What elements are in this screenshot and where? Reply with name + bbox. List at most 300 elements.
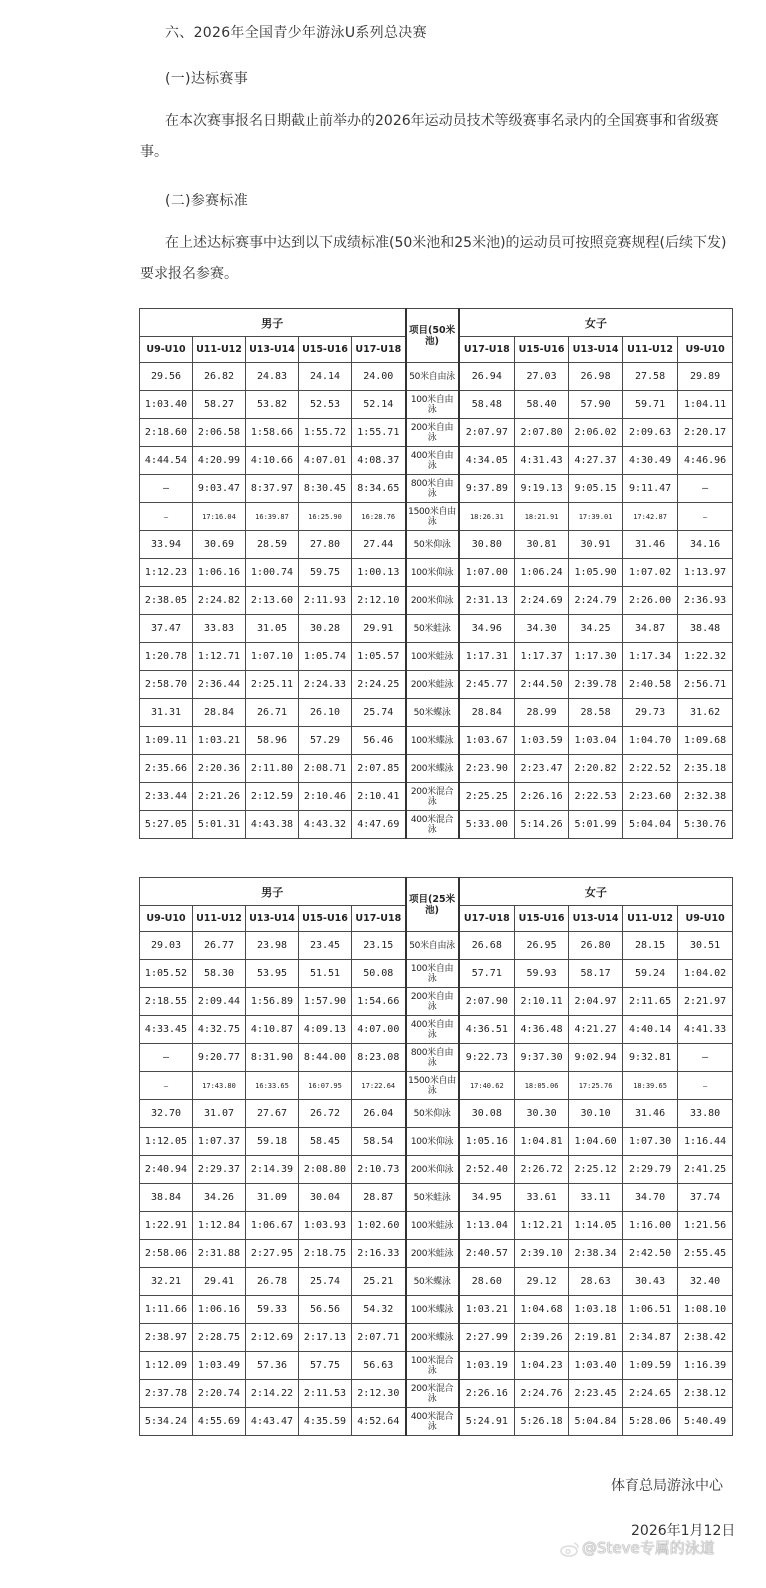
male-age-header: U11-U12 <box>193 906 246 932</box>
female-time-cell: 9:02.94 <box>569 1044 623 1072</box>
event-name-cell: 50米自由泳 <box>406 932 459 960</box>
event-name-cell: 50米蝶泳 <box>406 1268 459 1296</box>
female-time-cell: 4:30.49 <box>623 447 678 475</box>
female-time-cell: 4:40.14 <box>623 1016 678 1044</box>
female-time-cell: 9:11.47 <box>623 475 678 503</box>
event-name-cell: 100米蛙泳 <box>406 1212 459 1240</box>
male-time-cell: 1:07.37 <box>193 1128 246 1156</box>
female-time-cell: 33.61 <box>515 1184 569 1212</box>
male-time-cell: 1:12.09 <box>140 1352 193 1380</box>
event-name-cell: 100米仰泳 <box>406 1128 459 1156</box>
event-name-cell: 100米蝶泳 <box>406 1296 459 1324</box>
female-time-cell: 1:17.34 <box>623 643 678 671</box>
table-row <box>140 671 733 699</box>
male-time-cell: 2:31.88 <box>193 1240 246 1268</box>
female-time-cell: 28.15 <box>623 932 678 960</box>
male-time-cell: — <box>140 1044 193 1072</box>
female-time-cell: 1:06.24 <box>515 559 569 587</box>
female-age-header: U17-U18 <box>459 337 515 363</box>
female-time-cell: 1:04.02 <box>678 960 733 988</box>
female-time-cell: 59.24 <box>623 960 678 988</box>
male-time-cell: 26.77 <box>193 932 246 960</box>
male-time-cell: 1:57.90 <box>299 988 352 1016</box>
male-time-cell: 26.78 <box>246 1268 299 1296</box>
male-age-header: U15-U16 <box>299 906 352 932</box>
female-time-cell: 1:04.68 <box>515 1296 569 1324</box>
female-time-cell: 33.11 <box>569 1184 623 1212</box>
table-row <box>140 1016 733 1044</box>
table-row <box>140 727 733 755</box>
male-time-cell: 56.63 <box>352 1352 406 1380</box>
female-time-cell: 9:19.13 <box>515 475 569 503</box>
female-time-cell: 1:07.00 <box>459 559 515 587</box>
table-row <box>140 587 733 615</box>
table-row <box>140 1240 733 1268</box>
female-time-cell: 1:12.21 <box>515 1212 569 1240</box>
female-time-cell: 34.30 <box>515 615 569 643</box>
male-time-cell: 2:18.75 <box>299 1240 352 1268</box>
female-age-header: U11-U12 <box>623 906 678 932</box>
male-time-cell: 2:38.05 <box>140 587 193 615</box>
male-time-cell: 1:12.84 <box>193 1212 246 1240</box>
female-time-cell: 2:26.16 <box>459 1380 515 1408</box>
male-time-cell: 2:10.46 <box>299 783 352 811</box>
female-time-cell: 1:16.39 <box>678 1352 733 1380</box>
male-time-cell: 4:43.32 <box>299 811 352 839</box>
event-column-header: 项目(50米池) <box>406 309 459 363</box>
male-time-cell: 23.98 <box>246 932 299 960</box>
female-time-cell: 1:09.68 <box>678 727 733 755</box>
female-age-header: U15-U16 <box>515 337 569 363</box>
table-row <box>140 1044 733 1072</box>
female-time-cell: 1:17.30 <box>569 643 623 671</box>
event-name-cell: 100米混合泳 <box>406 1352 459 1380</box>
male-time-cell: 57.75 <box>299 1352 352 1380</box>
male-time-cell: 26.82 <box>193 363 246 391</box>
male-time-cell: 2:20.74 <box>193 1380 246 1408</box>
male-time-cell: 52.53 <box>299 391 352 419</box>
male-age-header: U13-U14 <box>246 906 299 932</box>
female-time-cell: 2:32.38 <box>678 783 733 811</box>
male-time-cell: 4:43.38 <box>246 811 299 839</box>
female-time-cell: 28.60 <box>459 1268 515 1296</box>
male-time-cell: 2:18.60 <box>140 419 193 447</box>
sub1-text: 在本次赛事报名日期截止前举办的2026年运动员技术等级赛事名录内的全国赛事和省级赛事。 <box>140 113 719 160</box>
male-time-cell: 2:20.36 <box>193 755 246 783</box>
female-time-cell: 9:37.89 <box>459 475 515 503</box>
group-header-row <box>140 309 733 337</box>
female-time-cell: 2:25.12 <box>569 1156 623 1184</box>
female-time-cell: 28.99 <box>515 699 569 727</box>
female-time-cell: 2:39.26 <box>515 1324 569 1352</box>
female-time-cell: 59.93 <box>515 960 569 988</box>
male-time-cell: 2:35.66 <box>140 755 193 783</box>
female-time-cell: 1:03.21 <box>459 1296 515 1324</box>
table-row <box>140 1324 733 1352</box>
male-time-cell: 31.07 <box>193 1100 246 1128</box>
male-time-cell: 2:37.78 <box>140 1380 193 1408</box>
male-time-cell: 16:39.87 <box>246 503 299 531</box>
male-time-cell: — <box>140 475 193 503</box>
male-time-cell: 2:17.13 <box>299 1324 352 1352</box>
female-time-cell: 2:56.71 <box>678 671 733 699</box>
female-time-cell: 2:36.93 <box>678 587 733 615</box>
female-time-cell: 18:05.06 <box>515 1072 569 1100</box>
table-row <box>140 811 733 839</box>
male-time-cell: 52.14 <box>352 391 406 419</box>
male-time-cell: 1:12.05 <box>140 1128 193 1156</box>
event-name-cell: 50米蛙泳 <box>406 615 459 643</box>
male-time-cell: 1:06.67 <box>246 1212 299 1240</box>
male-time-cell: 50.08 <box>352 960 406 988</box>
male-time-cell: 34.26 <box>193 1184 246 1212</box>
table-row <box>140 783 733 811</box>
female-time-cell: 4:34.05 <box>459 447 515 475</box>
male-time-cell: 4:52.64 <box>352 1408 406 1436</box>
table-row <box>140 1268 733 1296</box>
male-group-header: 男子 <box>140 309 406 337</box>
female-time-cell: 2:38.42 <box>678 1324 733 1352</box>
event-name-cell: 100米蛙泳 <box>406 643 459 671</box>
female-time-cell: 1:13.97 <box>678 559 733 587</box>
male-time-cell: 1:06.16 <box>193 1296 246 1324</box>
male-time-cell: 2:09.44 <box>193 988 246 1016</box>
female-time-cell: 26.68 <box>459 932 515 960</box>
male-time-cell: 57.36 <box>246 1352 299 1380</box>
male-time-cell: 4:43.47 <box>246 1408 299 1436</box>
male-time-cell: 32.21 <box>140 1268 193 1296</box>
female-time-cell: 26.94 <box>459 363 515 391</box>
female-time-cell: 32.40 <box>678 1268 733 1296</box>
female-time-cell: 2:29.79 <box>623 1156 678 1184</box>
table-row <box>140 1128 733 1156</box>
female-time-cell: 2:26.00 <box>623 587 678 615</box>
female-time-cell: 1:16.00 <box>623 1212 678 1240</box>
female-time-cell: — <box>678 1044 733 1072</box>
male-time-cell: — <box>140 503 193 531</box>
female-group-header: 女子 <box>459 878 733 906</box>
male-time-cell: 4:10.66 <box>246 447 299 475</box>
male-time-cell: 16:25.90 <box>299 503 352 531</box>
table-row <box>140 363 733 391</box>
female-time-cell: 2:04.97 <box>569 988 623 1016</box>
male-time-cell: 2:13.60 <box>246 587 299 615</box>
male-time-cell: 8:30.45 <box>299 475 352 503</box>
table-row <box>140 391 733 419</box>
male-age-header: U11-U12 <box>193 337 246 363</box>
table-row <box>140 932 733 960</box>
male-time-cell: 2:18.55 <box>140 988 193 1016</box>
table-row <box>140 615 733 643</box>
female-time-cell: 2:38.12 <box>678 1380 733 1408</box>
female-time-cell: 9:22.73 <box>459 1044 515 1072</box>
female-time-cell: 1:03.40 <box>569 1352 623 1380</box>
table-row <box>140 1212 733 1240</box>
female-time-cell: 1:04.23 <box>515 1352 569 1380</box>
table-row <box>140 1380 733 1408</box>
female-time-cell: 2:26.16 <box>515 783 569 811</box>
male-time-cell: 1:03.49 <box>193 1352 246 1380</box>
event-name-cell: 400米混合泳 <box>406 1408 459 1436</box>
male-time-cell: 26.72 <box>299 1100 352 1128</box>
female-time-cell: 30.08 <box>459 1100 515 1128</box>
female-time-cell: 1:22.32 <box>678 643 733 671</box>
male-time-cell: — <box>140 1072 193 1100</box>
female-time-cell: 28.84 <box>459 699 515 727</box>
male-time-cell: 1:07.10 <box>246 643 299 671</box>
male-time-cell: 1:11.66 <box>140 1296 193 1324</box>
male-time-cell: 8:34.65 <box>352 475 406 503</box>
table-row <box>140 1352 733 1380</box>
female-time-cell: 17:40.62 <box>459 1072 515 1100</box>
female-age-header: U13-U14 <box>569 906 623 932</box>
female-time-cell: 2:24.65 <box>623 1380 678 1408</box>
female-age-header: U17-U18 <box>459 906 515 932</box>
male-time-cell: 4:20.99 <box>193 447 246 475</box>
weibo-icon <box>560 1541 580 1557</box>
female-time-cell: 17:42.87 <box>623 503 678 531</box>
male-time-cell: 57.29 <box>299 727 352 755</box>
female-time-cell: 4:21.27 <box>569 1016 623 1044</box>
male-time-cell: 16:33.65 <box>246 1072 299 1100</box>
female-time-cell: 1:07.02 <box>623 559 678 587</box>
female-time-cell: 2:26.72 <box>515 1156 569 1184</box>
female-time-cell: 4:41.33 <box>678 1016 733 1044</box>
female-time-cell: 5:24.91 <box>459 1408 515 1436</box>
male-time-cell: 5:34.24 <box>140 1408 193 1436</box>
female-time-cell: 30.91 <box>569 531 623 559</box>
male-time-cell: 1:00.74 <box>246 559 299 587</box>
female-time-cell: 1:08.10 <box>678 1296 733 1324</box>
male-time-cell: 2:08.71 <box>299 755 352 783</box>
female-time-cell: 2:45.77 <box>459 671 515 699</box>
male-time-cell: 16:28.76 <box>352 503 406 531</box>
female-time-cell: 17:39.01 <box>569 503 623 531</box>
male-time-cell: 1:06.16 <box>193 559 246 587</box>
table-row <box>140 503 733 531</box>
table-row <box>140 699 733 727</box>
male-time-cell: 2:25.11 <box>246 671 299 699</box>
male-time-cell: 9:03.47 <box>193 475 246 503</box>
male-time-cell: 30.69 <box>193 531 246 559</box>
event-column-header: 项目(25米池) <box>406 878 459 932</box>
event-name-cell: 1500米自由泳 <box>406 1072 459 1100</box>
female-time-cell: — <box>678 503 733 531</box>
male-time-cell: 58.45 <box>299 1128 352 1156</box>
male-time-cell: 29.56 <box>140 363 193 391</box>
female-time-cell: 58.40 <box>515 391 569 419</box>
female-time-cell: 2:07.90 <box>459 988 515 1016</box>
female-time-cell: 17:25.76 <box>569 1072 623 1100</box>
female-group-header: 女子 <box>459 309 733 337</box>
male-time-cell: 28.59 <box>246 531 299 559</box>
footer-org: 体育总局游泳中心 <box>611 1478 723 1494</box>
female-time-cell: 5:33.00 <box>459 811 515 839</box>
table-row <box>140 447 733 475</box>
male-time-cell: 2:29.37 <box>193 1156 246 1184</box>
female-time-cell: 1:17.31 <box>459 643 515 671</box>
male-time-cell: 5:01.31 <box>193 811 246 839</box>
female-time-cell: 1:04.81 <box>515 1128 569 1156</box>
male-time-cell: 1:00.13 <box>352 559 406 587</box>
event-name-cell: 50米蝶泳 <box>406 699 459 727</box>
table-row <box>140 475 733 503</box>
male-time-cell: 2:24.25 <box>352 671 406 699</box>
male-time-cell: 59.18 <box>246 1128 299 1156</box>
female-time-cell: 2:52.40 <box>459 1156 515 1184</box>
event-name-cell: 400米自由泳 <box>406 447 459 475</box>
female-time-cell: 2:39.10 <box>515 1240 569 1268</box>
male-age-header: U9-U10 <box>140 906 193 932</box>
female-time-cell: 34.87 <box>623 615 678 643</box>
female-time-cell: 30.80 <box>459 531 515 559</box>
male-time-cell: 29.41 <box>193 1268 246 1296</box>
female-time-cell: 1:05.90 <box>569 559 623 587</box>
female-time-cell: 9:05.15 <box>569 475 623 503</box>
table-row <box>140 1072 733 1100</box>
female-time-cell: 28.63 <box>569 1268 623 1296</box>
male-time-cell: 2:58.70 <box>140 671 193 699</box>
female-time-cell: 58.17 <box>569 960 623 988</box>
female-time-cell: 28.58 <box>569 699 623 727</box>
male-age-header: U13-U14 <box>246 337 299 363</box>
male-time-cell: 2:24.82 <box>193 587 246 615</box>
event-name-cell: 1500米自由泳 <box>406 503 459 531</box>
male-age-header: U17-U18 <box>352 906 406 932</box>
male-time-cell: 8:23.08 <box>352 1044 406 1072</box>
female-time-cell: 57.71 <box>459 960 515 988</box>
male-time-cell: 2:58.06 <box>140 1240 193 1268</box>
male-time-cell: 2:36.44 <box>193 671 246 699</box>
female-time-cell: 30.10 <box>569 1100 623 1128</box>
female-time-cell: 27.58 <box>623 363 678 391</box>
male-time-cell: 31.05 <box>246 615 299 643</box>
male-time-cell: 27.67 <box>246 1100 299 1128</box>
male-time-cell: 4:55.69 <box>193 1408 246 1436</box>
male-time-cell: 2:12.10 <box>352 587 406 615</box>
male-time-cell: 54.32 <box>352 1296 406 1324</box>
male-time-cell: 1:03.40 <box>140 391 193 419</box>
event-name-cell: 400米自由泳 <box>406 1016 459 1044</box>
event-name-cell: 100米自由泳 <box>406 391 459 419</box>
event-name-cell: 200米自由泳 <box>406 988 459 1016</box>
female-time-cell: 2:24.69 <box>515 587 569 615</box>
female-time-cell: 4:36.51 <box>459 1016 515 1044</box>
female-time-cell: 2:11.65 <box>623 988 678 1016</box>
female-time-cell: 1:03.19 <box>459 1352 515 1380</box>
male-time-cell: 2:14.39 <box>246 1156 299 1184</box>
female-time-cell: 30.43 <box>623 1268 678 1296</box>
male-age-header: U9-U10 <box>140 337 193 363</box>
sub2-text: 在上述达标赛事中达到以下成绩标准(50米池和25米池)的运动员可按照竞赛规程(后续下发)要求报名参赛。 <box>140 235 727 282</box>
female-time-cell: 1:04.60 <box>569 1128 623 1156</box>
male-time-cell: 30.04 <box>299 1184 352 1212</box>
female-time-cell: 2:38.34 <box>569 1240 623 1268</box>
female-time-cell: 4:31.43 <box>515 447 569 475</box>
female-time-cell: — <box>678 1072 733 1100</box>
male-time-cell: 29.91 <box>352 615 406 643</box>
male-time-cell: 24.83 <box>246 363 299 391</box>
table-row <box>140 559 733 587</box>
male-time-cell: 1:03.21 <box>193 727 246 755</box>
female-time-cell: 1:03.67 <box>459 727 515 755</box>
male-time-cell: 4:47.69 <box>352 811 406 839</box>
event-name-cell: 200米蛙泳 <box>406 671 459 699</box>
female-time-cell: 5:04.84 <box>569 1408 623 1436</box>
female-time-cell: 26.80 <box>569 932 623 960</box>
female-time-cell: 2:07.97 <box>459 419 515 447</box>
male-time-cell: 1:09.11 <box>140 727 193 755</box>
male-time-cell: 2:11.93 <box>299 587 352 615</box>
table-row <box>140 531 733 559</box>
female-time-cell: 33.80 <box>678 1100 733 1128</box>
male-time-cell: 2:10.41 <box>352 783 406 811</box>
male-time-cell: 38.84 <box>140 1184 193 1212</box>
male-time-cell: 26.71 <box>246 699 299 727</box>
watermark <box>560 1537 715 1558</box>
female-time-cell: 2:35.18 <box>678 755 733 783</box>
male-time-cell: 25.74 <box>299 1268 352 1296</box>
group-header-row <box>140 878 733 906</box>
female-time-cell: 2:44.50 <box>515 671 569 699</box>
female-age-header: U11-U12 <box>623 337 678 363</box>
female-time-cell: 1:06.51 <box>623 1296 678 1324</box>
male-time-cell: 58.54 <box>352 1128 406 1156</box>
male-time-cell: 25.21 <box>352 1268 406 1296</box>
female-time-cell: 1:16.44 <box>678 1128 733 1156</box>
female-time-cell: 1:03.59 <box>515 727 569 755</box>
male-time-cell: 2:24.33 <box>299 671 352 699</box>
table-row <box>140 1184 733 1212</box>
male-time-cell: 1:12.23 <box>140 559 193 587</box>
female-time-cell: 2:06.02 <box>569 419 623 447</box>
sub2-title: (二)参赛标准 <box>165 193 249 209</box>
table-row <box>140 960 733 988</box>
female-time-cell: 26.95 <box>515 932 569 960</box>
female-time-cell: 30.81 <box>515 531 569 559</box>
female-time-cell: 1:07.30 <box>623 1128 678 1156</box>
female-time-cell: 2:23.47 <box>515 755 569 783</box>
table-row <box>140 1408 733 1436</box>
female-time-cell: 2:23.90 <box>459 755 515 783</box>
female-age-header: U13-U14 <box>569 337 623 363</box>
watermark-text: @Steve专属的泳道 <box>582 1539 715 1557</box>
female-time-cell: 2:31.13 <box>459 587 515 615</box>
male-time-cell: 32.70 <box>140 1100 193 1128</box>
event-name-cell: 50米蛙泳 <box>406 1184 459 1212</box>
male-time-cell: 2:08.80 <box>299 1156 352 1184</box>
male-time-cell: 28.84 <box>193 699 246 727</box>
female-time-cell: 1:21.56 <box>678 1212 733 1240</box>
male-time-cell: 31.09 <box>246 1184 299 1212</box>
male-time-cell: 58.96 <box>246 727 299 755</box>
male-time-cell: 25.74 <box>352 699 406 727</box>
female-time-cell: 29.89 <box>678 363 733 391</box>
female-time-cell: 34.16 <box>678 531 733 559</box>
table-row <box>140 419 733 447</box>
female-time-cell: — <box>678 475 733 503</box>
male-time-cell: 17:16.04 <box>193 503 246 531</box>
male-time-cell: 1:22.91 <box>140 1212 193 1240</box>
male-time-cell: 2:06.58 <box>193 419 246 447</box>
male-time-cell: 30.28 <box>299 615 352 643</box>
male-time-cell: 1:55.71 <box>352 419 406 447</box>
male-time-cell: 23.45 <box>299 932 352 960</box>
male-age-header: U15-U16 <box>299 337 352 363</box>
female-time-cell: 2:09.63 <box>623 419 678 447</box>
female-time-cell: 2:55.45 <box>678 1240 733 1268</box>
female-time-cell: 2:24.76 <box>515 1380 569 1408</box>
